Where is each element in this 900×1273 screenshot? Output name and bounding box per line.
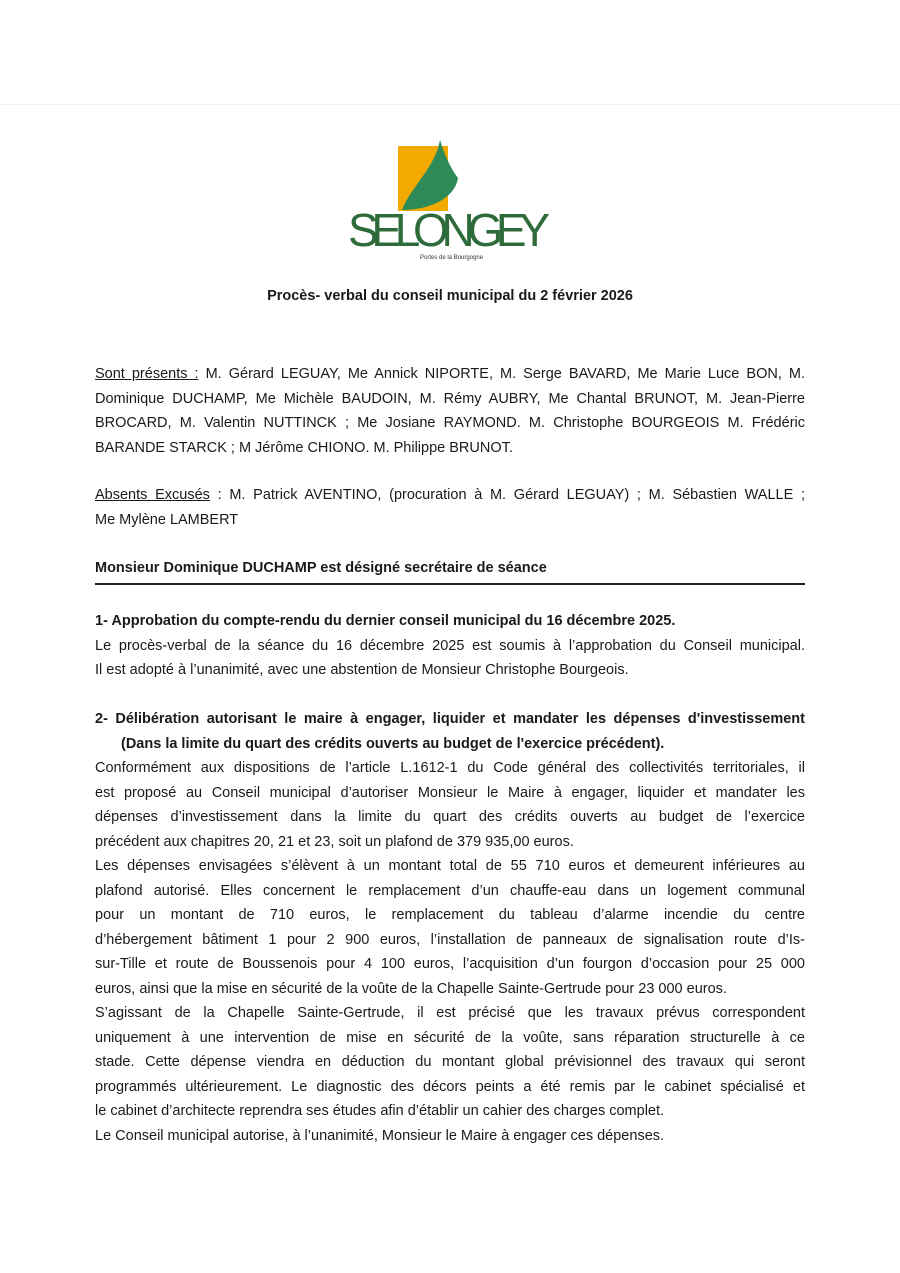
section-line: Le Conseil municipal autorise, à l’unanimité, Monsieur le Maire à engager ces dépenses. — [95, 1127, 665, 1144]
section-line: uniquement à une intervention de mise en sécurité de la voûte, sans réparation structurelle à ce — [95, 1029, 805, 1046]
section-line: plafond autorisé. Elles concernent le remplacement d’un chauffe-eau dans un logement communal — [95, 882, 805, 899]
selongey-logo — [340, 138, 560, 263]
present-line: BROCARD, M. Valentin NUTTINCK ; Me Josiane RAYMOND. M. Christophe BOURGEOIS M. Frédéric — [95, 415, 805, 431]
secretary-statement — [95, 556, 805, 581]
page-edge — [0, 104, 900, 105]
secretary-text: Monsieur Dominique DUCHAMP est désigné secrétaire de séance — [95, 560, 547, 576]
document-title: Procès- verbal du conseil municipal du 2 février 2026 — [267, 288, 633, 304]
section-line: pour un montant de 710 euros, le remplacement du tableau d’alarme incendie du centre — [95, 907, 805, 923]
attendees-present — [95, 362, 805, 460]
section-2 — [95, 707, 805, 1148]
section-line: S’agissant de la Chapelle Sainte-Gertrude, il est précisé que les travaux prévus correspondent — [95, 1005, 805, 1021]
section-line: dépenses d’investissement dans la limite du quart des crédits ouverts au budget de l’exercice — [95, 809, 805, 825]
section-line: sur-Tille et route de Boussenois pour 4 100 euros, l’acquisition d’un fourgon d’occasion pour 25 000 — [95, 956, 805, 972]
attendees-absent — [95, 483, 805, 532]
section-line: programmés ultérieurement. Le diagnostic des décors peints a été remis par le cabinet spécialisé et — [95, 1078, 805, 1095]
present-line: Dominique DUCHAMP, Me Michèle BAUDOIN, M. Rémy AUBRY, Me Chantal BRUNOT, M. Jean-Pierre — [95, 390, 805, 407]
section-1 — [95, 609, 805, 683]
section-line: Les dépenses envisagées s’élèvent à un montant total de 55 710 euros et demeurent inférieures au — [95, 858, 805, 874]
absent-line: : M. Patrick AVENTINO, (procuration à M. Gérard LEGUAY) ; M. Sébastien WALLE ; — [209, 487, 805, 503]
section-line: Le procès-verbal de la séance du 16 décembre 2025 est soumis à l’approbation du Conseil municipal. — [95, 637, 805, 654]
svg-text:Portes de la Bourgogne: Portes de la Bourgogne — [420, 255, 484, 261]
section-heading: 1- Approbation du compte-rendu du dernier conseil municipal du 16 décembre 2025. — [95, 613, 676, 629]
section-line: euros, ainsi que la mise en sécurité de la voûte de la Chapelle Sainte-Gertrude pour 23 000 euros. — [95, 980, 727, 997]
section-heading: 2- Délibération autorisant le maire à engager, liquider et mandater les dépenses d'investissement — [95, 711, 805, 727]
present-line: BARANDE STARCK ; M Jérôme CHIONO. M. Philippe BRUNOT. — [95, 439, 513, 456]
section-line: le cabinet d’architecte reprendra ses études afin d’établir un cahier des charges complet. — [95, 1103, 665, 1119]
section-line: Conformément aux dispositions de l’article L.1612-1 du Code général des collectivités territoriales, il — [95, 760, 805, 776]
section-line: stade. Cette dépense viendra en déduction du montant global prévisionnel des travaux qui seront — [95, 1054, 805, 1070]
section-line: d’hébergement bâtiment 1 pour 2 900 euros, l’installation de panneaux de signalisation route d’Is- — [95, 931, 805, 948]
section-heading: (Dans la limite du quart des crédits ouverts au budget de l'exercice précédent). — [121, 735, 665, 752]
absent-line: Me Mylène LAMBERT — [95, 511, 239, 528]
svg-text:SELONGEY: SELONGEY — [348, 204, 548, 256]
section-line: est proposé au Conseil municipal d’autoriser Monsieur le Maire à engager, liquider et mandater les — [95, 784, 805, 801]
divider — [95, 583, 805, 585]
present-label: Sont présents : — [95, 366, 199, 382]
present-line: M. Gérard LEGUAY, Me Annick NIPORTE, M. Serge BAVARD, Me Marie Luce BON, M. — [198, 366, 805, 382]
absent-label: Absents Excusés — [95, 487, 210, 503]
section-line: Il est adopté à l’unanimité, avec une abstention de Monsieur Christophe Bourgeois. — [95, 662, 629, 678]
section-line: précédent aux chapitres 20, 21 et 23, soit un plafond de 379 935,00 euros. — [95, 833, 574, 850]
